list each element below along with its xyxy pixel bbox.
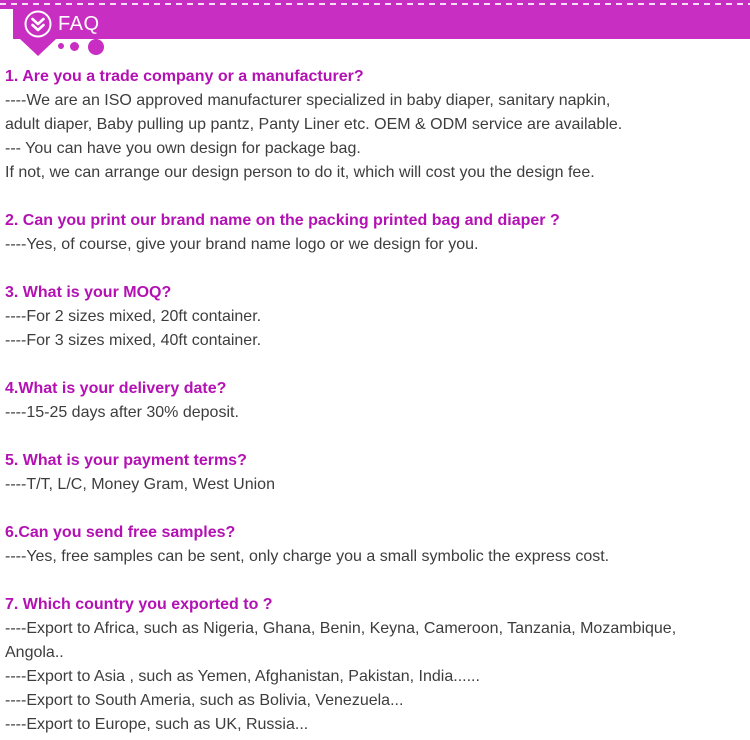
faq-answer-line: ----Export to South Ameria, such as Bolivia, Venezuela... xyxy=(5,692,404,709)
faq-answer-line: Angola.. xyxy=(5,644,64,661)
header-pointer-triangle xyxy=(20,39,56,56)
faq-item-2 xyxy=(5,209,745,257)
decor-dot-small xyxy=(58,43,64,49)
faq-question: 2. Can you print our brand name on the packing printed bag and diaper ? xyxy=(5,212,560,229)
faq-answer-line: ----Yes, of course, give your brand name logo or we design for you. xyxy=(5,236,479,253)
faq-question: 3. What is your MOQ? xyxy=(5,284,172,301)
decor-dot-medium xyxy=(70,42,79,51)
faq-answer-line: ----For 2 sizes mixed, 20ft container. xyxy=(5,308,262,325)
faq-item-5 xyxy=(5,449,745,497)
faq-item-6 xyxy=(5,521,745,569)
faq-answer-line: ----15-25 days after 30% deposit. xyxy=(5,404,239,421)
faq-answer-line: ----For 3 sizes mixed, 40ft container. xyxy=(5,332,262,349)
stitch-dashed-line xyxy=(0,3,750,5)
faq-item-1 xyxy=(5,65,745,185)
faq-question: 6.Can you send free samples? xyxy=(5,524,236,541)
faq-answer-line: ----T/T, L/C, Money Gram, West Union xyxy=(5,476,275,493)
header-top-strip xyxy=(0,0,750,9)
faq-content xyxy=(5,65,745,737)
faq-answer-line: ----Export to Europe, such as UK, Russia... xyxy=(5,716,309,733)
faq-item-3 xyxy=(5,281,745,353)
faq-question: 1. Are you a trade company or a manufacturer? xyxy=(5,68,364,85)
faq-answer-line: --- You can have you own design for package bag. xyxy=(5,140,361,157)
faq-item-4 xyxy=(5,377,745,425)
faq-answer-line: ----Export to Asia , such as Yemen, Afghanistan, Pakistan, India...... xyxy=(5,668,480,685)
faq-item-7 xyxy=(5,593,745,737)
faq-answer-line: ----We are an ISO approved manufacturer specialized in baby diaper, sanitary napkin, xyxy=(5,92,611,109)
faq-answer-line: If not, we can arrange our design person to do it, which will cost you the design fee. xyxy=(5,164,595,181)
faq-answer-line: adult diaper, Baby pulling up pantz, Panty Liner etc. OEM & ODM service are available. xyxy=(5,116,623,133)
faq-header-title: FAQ xyxy=(58,13,100,35)
faq-question: 4.What is your delivery date? xyxy=(5,380,227,397)
faq-question: 7. Which country you exported to ? xyxy=(5,596,273,613)
faq-header xyxy=(13,9,750,39)
faq-answer-line: ----Yes, free samples can be sent, only charge you a small symbolic the express cost. xyxy=(5,548,610,565)
decor-dot-large xyxy=(88,39,104,55)
faq-answer-line: ----Export to Africa, such as Nigeria, Ghana, Benin, Keyna, Cameroon, Tanzania, Mozambique, xyxy=(5,620,677,637)
faq-question: 5. What is your payment terms? xyxy=(5,452,247,469)
double-chevron-down-icon xyxy=(24,10,52,38)
